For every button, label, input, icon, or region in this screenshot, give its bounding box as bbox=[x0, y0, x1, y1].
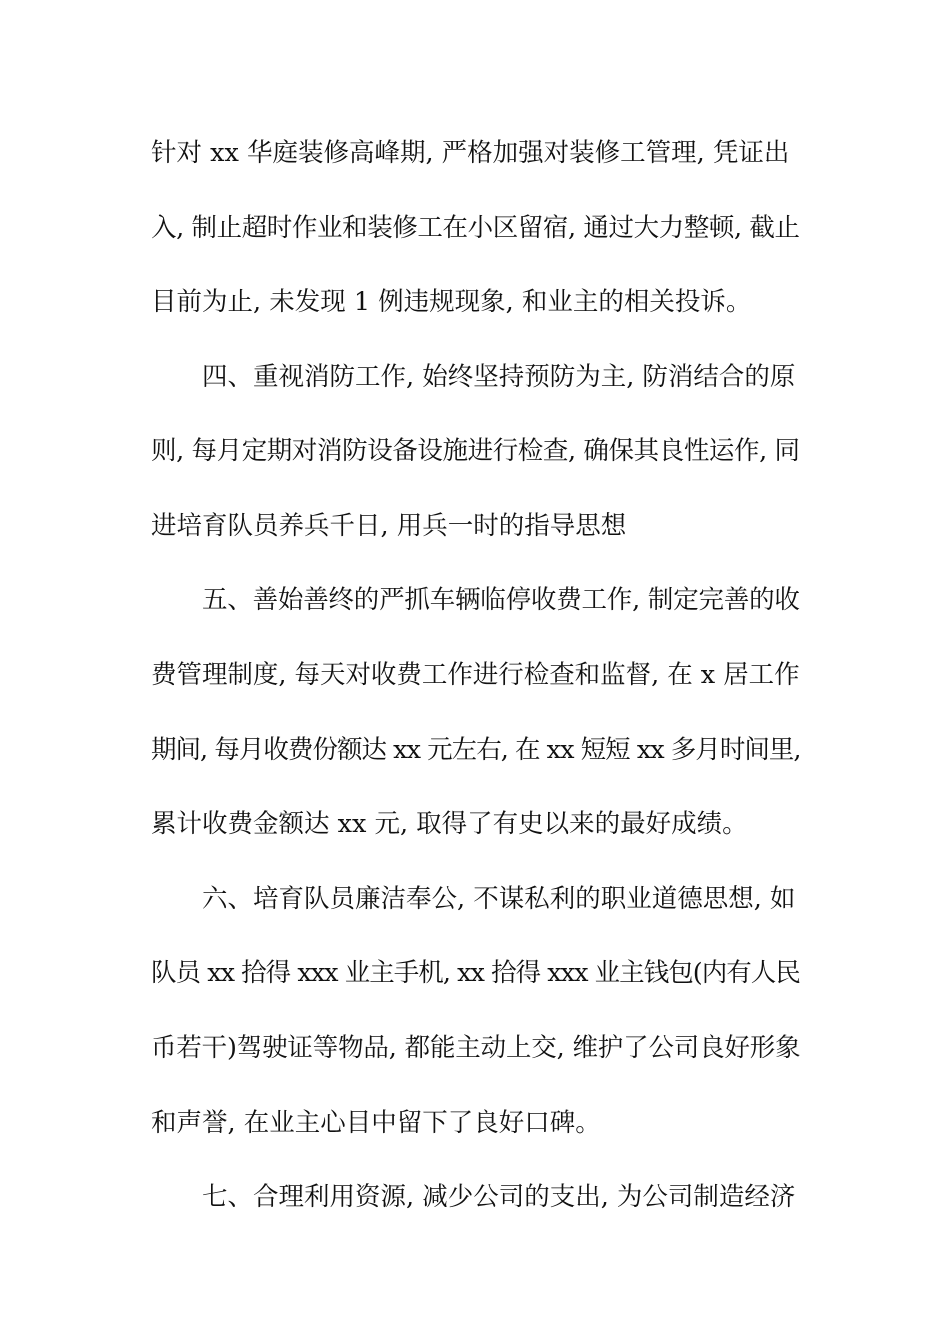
text-line: 累计收费金额达 xx 元, 取得了有史以来的最好成绩。 bbox=[151, 809, 748, 839]
text-line: 期间, 每月收费份额达 xx 元左右, 在 xx 短短 xx 多月时间里, bbox=[151, 735, 801, 765]
paragraph-4-first-line: 四、重视消防工作, 始终坚持预防为主, 防消结合的原 bbox=[202, 362, 796, 392]
text-line: 针对 xx 华庭装修高峰期, 严格加强对装修工管理, 凭证出 bbox=[151, 138, 790, 168]
text-line: 入, 制止超时作业和装修工在小区留宿, 通过大力整顿, 截止 bbox=[151, 213, 800, 243]
text-line: 队员 xx 拾得 xxx 业主手机, xx 拾得 xxx 业主钱包(内有人民 bbox=[151, 958, 800, 988]
text-line: 费管理制度, 每天对收费工作进行检查和监督, 在 x 居工作 bbox=[151, 660, 800, 690]
text-line: 则, 每月定期对消防设备设施进行检查, 确保其良性运作, 同 bbox=[151, 436, 800, 466]
paragraph-6-first-line: 六、培育队员廉洁奉公, 不谋私利的职业道德思想, 如 bbox=[202, 884, 796, 914]
text-line: 目前为止, 未发现 1 例违规现象, 和业主的相关投诉。 bbox=[151, 287, 752, 317]
text-line: 币若干)驾驶证等物品, 都能主动上交, 维护了公司良好形象 bbox=[151, 1033, 801, 1063]
paragraph-7-first-line: 七、合理利用资源, 减少公司的支出, 为公司制造经济 bbox=[202, 1182, 796, 1212]
text-line: 和声誉, 在业主心目中留下了良好口碑。 bbox=[151, 1108, 601, 1138]
text-line: 进培育队员养兵千日, 用兵一时的指导思想 bbox=[151, 511, 627, 541]
paragraph-5-first-line: 五、善始善终的严抓车辆临停收费工作, 制定完善的收 bbox=[202, 585, 800, 615]
